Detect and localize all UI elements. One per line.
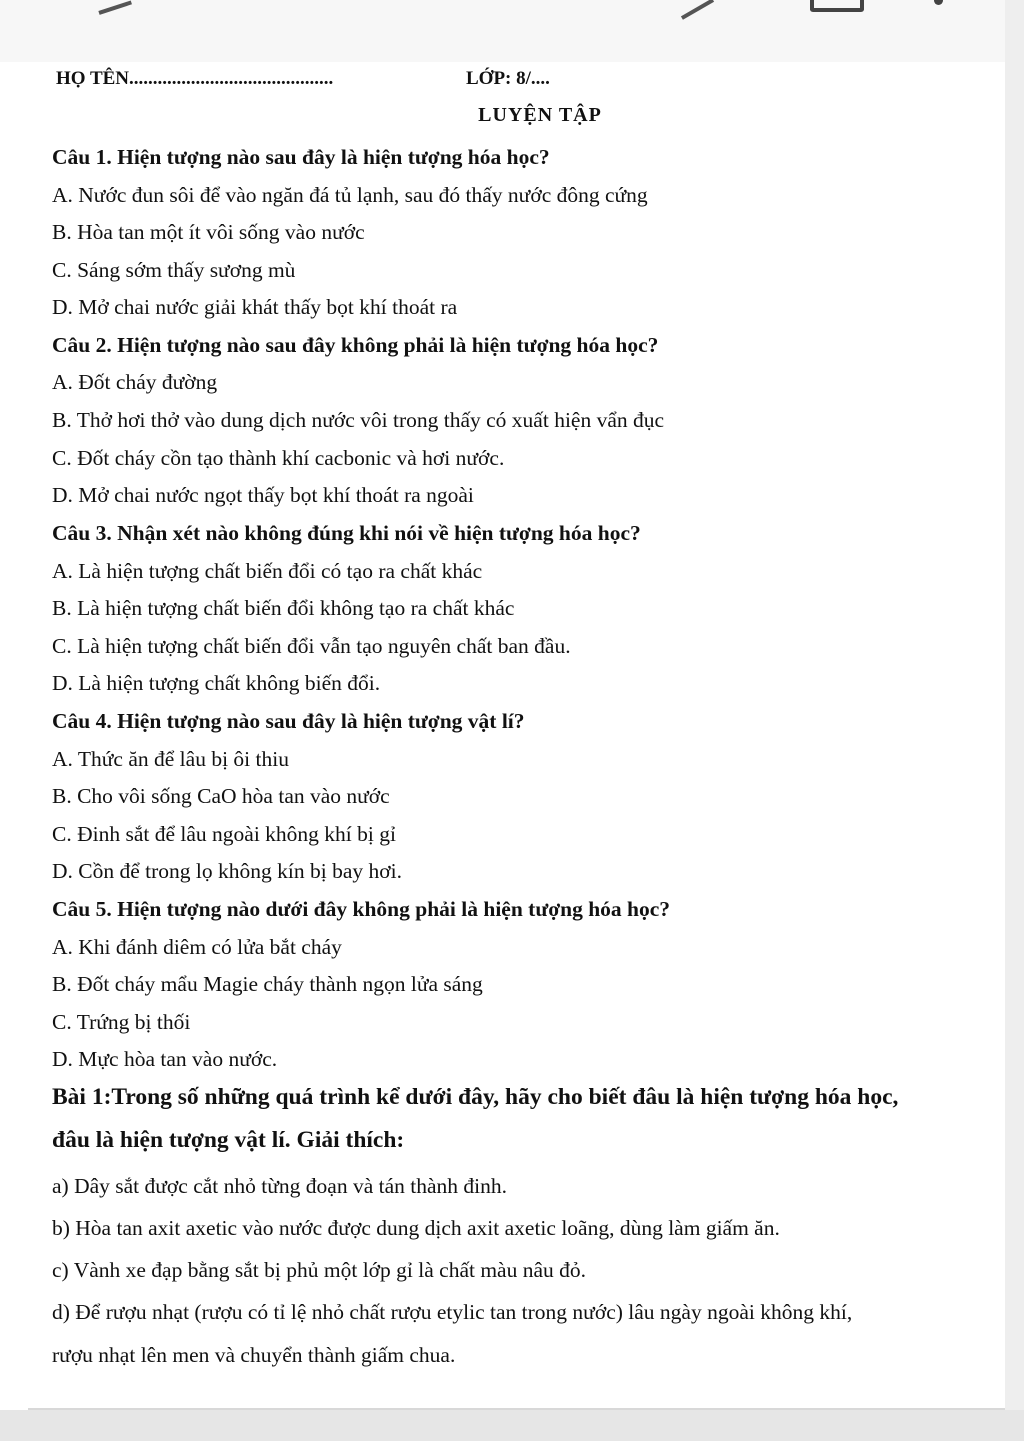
exercise-item-c: c) Vành xe đạp bằng sắt bị phủ một lớp gỉ là chất màu nâu đỏ. <box>52 1258 587 1282</box>
question-1-option-a: A. Nước đun sôi để vào ngăn đá tủ lạnh, sau đó thấy nước đông cứng <box>52 183 648 207</box>
question-3-option-b: B. Là hiện tượng chất biến đổi không tạo ra chất khác <box>52 596 515 620</box>
question-5-option-c: C. Trứng bị thối <box>52 1010 191 1034</box>
class-field-label: LỚP: 8/.... <box>466 68 550 89</box>
question-4-option-b: B. Cho vôi sống CaO hòa tan vào nước <box>52 784 390 808</box>
question-1-option-c: C. Sáng sớm thấy sương mù <box>52 258 296 282</box>
exercise-item-d: d) Để rượu nhạt (rượu có tỉ lệ nhỏ chất rượu etylic tan trong nước) lâu ngày ngoài không khí, <box>52 1300 853 1324</box>
question-4-option-d: D. Cồn để trong lọ không kín bị bay hơi. <box>52 859 402 883</box>
more-menu-icon[interactable] <box>934 0 943 5</box>
question-4-option-a: A. Thức ăn để lâu bị ôi thiu <box>52 747 289 771</box>
exercise-item-d-continued: rượu nhạt lên men và chuyển thành giấm chua. <box>52 1343 456 1367</box>
exercise-heading: Bài 1:Trong số những quá trình kể dưới đây, hãy cho biết đâu là hiện tượng hóa học, <box>52 1084 899 1110</box>
question-2-option-d: D. Mở chai nước ngọt thấy bọt khí thoát ra ngoài <box>52 483 474 507</box>
question-1-option-d: D. Mở chai nước giải khát thấy bọt khí thoát ra <box>52 295 458 319</box>
question-1-option-b: B. Hòa tan một ít vôi sống vào nước <box>52 220 365 244</box>
question-2-option-b: B. Thở hơi thở vào dung dịch nước vôi trong thấy có xuất hiện vẩn đục <box>52 408 665 432</box>
back-arrow-icon[interactable] <box>94 0 132 15</box>
question-5-option-b: B. Đốt cháy mẩu Magie cháy thành ngọn lửa sáng <box>52 972 483 996</box>
question-4-option-c: C. Đinh sắt để lâu ngoài không khí bị gỉ <box>52 822 396 846</box>
question-3: Câu 3. Nhận xét nào không đúng khi nói về hiện tượng hóa học? <box>52 521 641 545</box>
exercise-item-b: b) Hòa tan axit axetic vào nước được dung dịch axit axetic loãng, dùng làm giấm ăn. <box>52 1216 780 1240</box>
question-2-option-a: A. Đốt cháy đường <box>52 370 218 394</box>
question-4: Câu 4. Hiện tượng nào sau đây là hiện tượng vật lí? <box>52 709 525 733</box>
edit-icon[interactable] <box>674 0 714 20</box>
name-field-label: HỌ TÊN........................................... <box>56 68 334 89</box>
question-5-option-a: A. Khi đánh diêm có lửa bắt cháy <box>52 935 342 959</box>
exercise-item-a: a) Dây sắt được cắt nhỏ từng đoạn và tán thành đinh. <box>52 1174 507 1198</box>
question-3-option-c: C. Là hiện tượng chất biến đổi vẫn tạo nguyên chất ban đầu. <box>52 634 571 658</box>
question-3-option-a: A. Là hiện tượng chất biến đổi có tạo ra chất khác <box>52 559 483 583</box>
exercise-heading-continued: đâu là hiện tượng vật lí. Giải thích: <box>52 1127 405 1153</box>
page-edge <box>1005 0 1024 1441</box>
question-5-option-d: D. Mực hòa tan vào nước. <box>52 1047 278 1071</box>
question-2-option-c: C. Đốt cháy cồn tạo thành khí cacbonic và hơi nước. <box>52 446 505 470</box>
app-toolbar <box>0 0 1024 62</box>
page-title: LUYỆN TẬP <box>478 104 602 126</box>
page-gap <box>0 1410 1024 1441</box>
question-3-option-d: D. Là hiện tượng chất không biến đổi. <box>52 671 381 695</box>
question-5: Câu 5. Hiện tượng nào dưới đây không phải là hiện tượng hóa học? <box>52 897 671 921</box>
window-icon[interactable] <box>810 0 864 12</box>
question-2: Câu 2. Hiện tượng nào sau đây không phải là hiện tượng hóa học? <box>52 333 659 357</box>
question-1: Câu 1. Hiện tượng nào sau đây là hiện tượng hóa học? <box>52 145 550 169</box>
